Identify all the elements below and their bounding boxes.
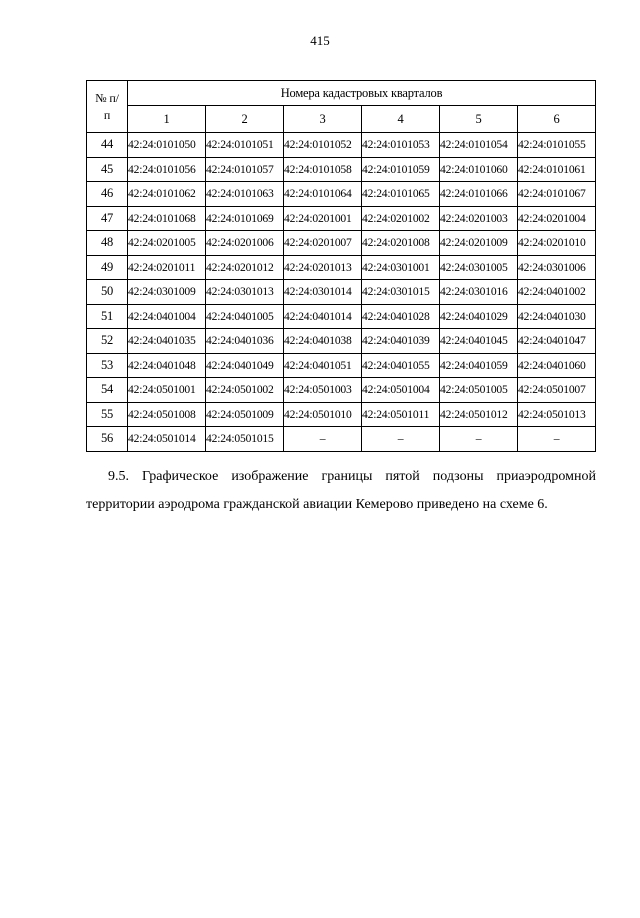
row-number-cell: 56 <box>87 427 128 452</box>
cadastral-number-cell: 42:24:0201002 <box>362 206 440 231</box>
cadastral-quarters-table <box>86 80 596 452</box>
row-number-cell: 55 <box>87 402 128 427</box>
cadastral-number-cell: 42:24:0401048 <box>128 353 206 378</box>
row-number-header <box>87 81 128 133</box>
cadastral-number-cell: 42:24:0401004 <box>128 304 206 329</box>
page-number: 415 <box>310 33 330 48</box>
cadastral-number-cell: 42:24:0101060 <box>440 157 518 182</box>
cadastral-number-cell: 42:24:0201009 <box>440 231 518 256</box>
cadastral-number-cell: 42:24:0401047 <box>518 329 596 354</box>
cadastral-number-cell: 42:24:0201007 <box>284 231 362 256</box>
cadastral-number-cell: 42:24:0501011 <box>362 402 440 427</box>
cadastral-number-cell: 42:24:0101061 <box>518 157 596 182</box>
cadastral-number-cell: 42:24:0501005 <box>440 378 518 403</box>
cadastral-number-cell: 42:24:0301009 <box>128 280 206 305</box>
table-row <box>87 133 596 158</box>
row-number-cell: 52 <box>87 329 128 354</box>
cadastral-number-cell: 42:24:0101064 <box>284 182 362 207</box>
cadastral-number-cell: 42:24:0101057 <box>206 157 284 182</box>
row-number-cell: 49 <box>87 255 128 280</box>
cadastral-number-cell: 42:24:0401051 <box>284 353 362 378</box>
cadastral-number-cell: – <box>518 427 596 452</box>
table-row <box>87 378 596 403</box>
table-row <box>87 157 596 182</box>
group-header: Номера кадастровых кварталов <box>128 81 596 106</box>
cadastral-number-cell: 42:24:0501004 <box>362 378 440 403</box>
row-number-cell: 44 <box>87 133 128 158</box>
paragraph-line-2: территории аэродрома гражданской авиации Кемерово приведено на схеме 6. <box>86 497 548 512</box>
cadastral-number-cell: 42:24:0501014 <box>128 427 206 452</box>
cadastral-number-cell: 42:24:0501001 <box>128 378 206 403</box>
paragraph-line-1: 9.5. Графическое изображение границы пятой подзоны приаэродромной <box>108 469 596 484</box>
cadastral-number-cell: 42:24:0501002 <box>206 378 284 403</box>
cadastral-number-cell: 42:24:0401036 <box>206 329 284 354</box>
cadastral-number-cell: 42:24:0501010 <box>284 402 362 427</box>
cadastral-number-cell: 42:24:0101066 <box>440 182 518 207</box>
column-number-cell: 5 <box>440 106 518 133</box>
cadastral-number-cell: 42:24:0101068 <box>128 206 206 231</box>
cadastral-number-cell: 42:24:0101050 <box>128 133 206 158</box>
cadastral-number-cell: 42:24:0401055 <box>362 353 440 378</box>
column-number-cell: 6 <box>518 106 596 133</box>
cadastral-number-cell: 42:24:0301006 <box>518 255 596 280</box>
row-number-cell: 50 <box>87 280 128 305</box>
cadastral-number-cell: 42:24:0401045 <box>440 329 518 354</box>
table-row <box>87 231 596 256</box>
cadastral-number-cell: 42:24:0501015 <box>206 427 284 452</box>
cadastral-number-cell: – <box>440 427 518 452</box>
row-number-cell: 51 <box>87 304 128 329</box>
cadastral-number-cell: 42:24:0101054 <box>440 133 518 158</box>
cadastral-number-cell: 42:24:0101069 <box>206 206 284 231</box>
cadastral-number-cell: 42:24:0401014 <box>284 304 362 329</box>
table-row <box>87 402 596 427</box>
cadastral-number-cell: 42:24:0101052 <box>284 133 362 158</box>
cadastral-number-cell: 42:24:0401039 <box>362 329 440 354</box>
cadastral-number-cell: 42:24:0101051 <box>206 133 284 158</box>
row-number-cell: 54 <box>87 378 128 403</box>
cadastral-number-cell: 42:24:0401059 <box>440 353 518 378</box>
cadastral-number-cell: 42:24:0201010 <box>518 231 596 256</box>
cadastral-number-cell: 42:24:0101063 <box>206 182 284 207</box>
table-row <box>87 329 596 354</box>
cadastral-number-cell: 42:24:0101056 <box>128 157 206 182</box>
table-row <box>87 182 596 207</box>
cadastral-number-cell: 42:24:0301016 <box>440 280 518 305</box>
cadastral-number-cell: 42:24:0101058 <box>284 157 362 182</box>
table-row <box>87 206 596 231</box>
cadastral-number-cell: 42:24:0201004 <box>518 206 596 231</box>
cadastral-number-cell: 42:24:0201012 <box>206 255 284 280</box>
cadastral-number-cell: 42:24:0101055 <box>518 133 596 158</box>
cadastral-number-cell: – <box>362 427 440 452</box>
table-row <box>87 280 596 305</box>
cadastral-number-cell: 42:24:0201001 <box>284 206 362 231</box>
row-number-cell: 46 <box>87 182 128 207</box>
table-body <box>87 133 596 452</box>
table-row <box>87 353 596 378</box>
cadastral-number-cell: 42:24:0401038 <box>284 329 362 354</box>
table-row <box>87 304 596 329</box>
cadastral-number-cell: 42:24:0301015 <box>362 280 440 305</box>
cadastral-number-cell: 42:24:0301013 <box>206 280 284 305</box>
cadastral-number-cell: 42:24:0501003 <box>284 378 362 403</box>
cadastral-number-cell: 42:24:0201013 <box>284 255 362 280</box>
column-number-row <box>87 106 596 133</box>
column-number-cell: 1 <box>128 106 206 133</box>
cadastral-number-cell: – <box>284 427 362 452</box>
cadastral-number-cell: 42:24:0401049 <box>206 353 284 378</box>
cadastral-number-cell: 42:24:0301014 <box>284 280 362 305</box>
cadastral-number-cell: 42:24:0501008 <box>128 402 206 427</box>
row-number-cell: 45 <box>87 157 128 182</box>
cadastral-number-cell: 42:24:0501013 <box>518 402 596 427</box>
cadastral-number-cell: 42:24:0401060 <box>518 353 596 378</box>
cadastral-number-cell: 42:24:0401028 <box>362 304 440 329</box>
row-number-cell: 48 <box>87 231 128 256</box>
cadastral-number-cell: 42:24:0201006 <box>206 231 284 256</box>
cadastral-number-cell: 42:24:0201008 <box>362 231 440 256</box>
cadastral-number-cell: 42:24:0101053 <box>362 133 440 158</box>
cadastral-number-cell: 42:24:0401035 <box>128 329 206 354</box>
cadastral-number-cell: 42:24:0101062 <box>128 182 206 207</box>
cadastral-number-cell: 42:24:0101067 <box>518 182 596 207</box>
cadastral-number-cell: 42:24:0201003 <box>440 206 518 231</box>
column-number-cell: 4 <box>362 106 440 133</box>
cadastral-number-cell: 42:24:0201011 <box>128 255 206 280</box>
cadastral-number-cell: 42:24:0101059 <box>362 157 440 182</box>
row-number-cell: 53 <box>87 353 128 378</box>
table-row <box>87 427 596 452</box>
cadastral-number-cell: 42:24:0401030 <box>518 304 596 329</box>
table-row <box>87 255 596 280</box>
cadastral-number-cell: 42:24:0101065 <box>362 182 440 207</box>
cadastral-number-cell: 42:24:0401002 <box>518 280 596 305</box>
cadastral-number-cell: 42:24:0501009 <box>206 402 284 427</box>
cadastral-number-cell: 42:24:0401005 <box>206 304 284 329</box>
cadastral-number-cell: 42:24:0401029 <box>440 304 518 329</box>
column-number-cell: 2 <box>206 106 284 133</box>
row-number-cell: 47 <box>87 206 128 231</box>
cadastral-number-cell: 42:24:0301005 <box>440 255 518 280</box>
cadastral-number-cell: 42:24:0201005 <box>128 231 206 256</box>
cadastral-number-cell: 42:24:0501007 <box>518 378 596 403</box>
row-number-header-label: № п/п <box>95 90 119 122</box>
cadastral-number-cell: 42:24:0501012 <box>440 402 518 427</box>
cadastral-number-cell: 42:24:0301001 <box>362 255 440 280</box>
paragraph-9-5 <box>86 463 596 519</box>
column-number-cell: 3 <box>284 106 362 133</box>
